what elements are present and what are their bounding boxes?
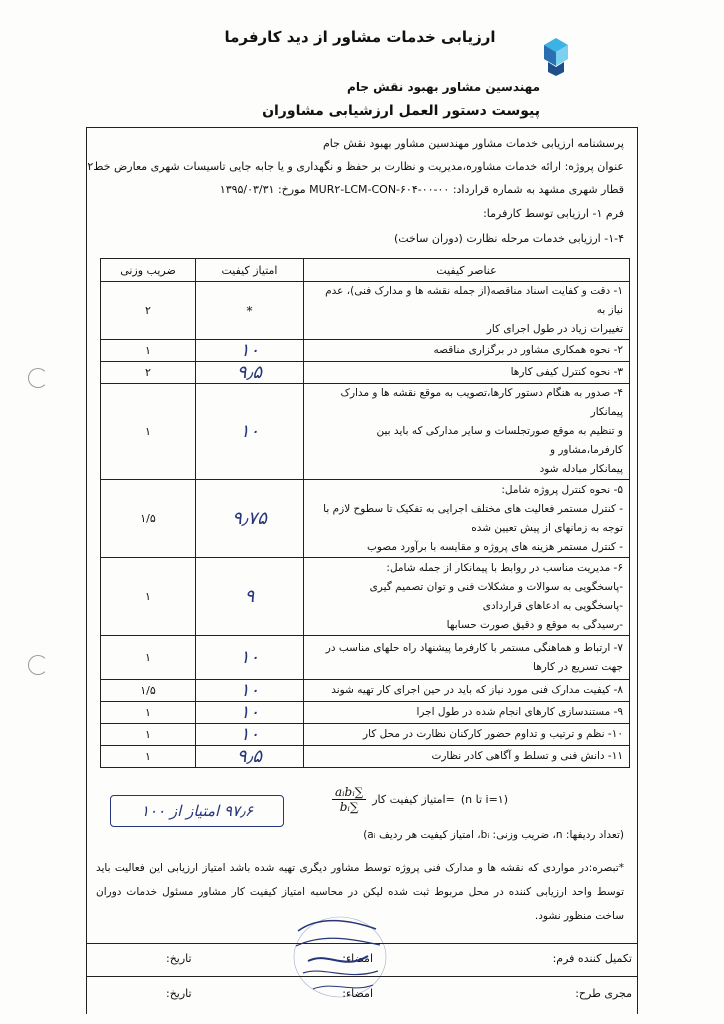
formula-legend: (تعداد ردیفها: n، ضریب وزنی: bᵢ، امتیاز کیفیت هر ردیف aᵢ) (363, 829, 624, 841)
weight-cell: ۱ (101, 340, 196, 362)
formula-denominator: ∑bᵢ (339, 800, 359, 814)
criteria-line: ۱۰- نظم و ترتیب و تداوم حضور کارکنان نظارت در محل کار (363, 728, 623, 740)
weight-cell: ۱ (101, 746, 196, 768)
table-row (101, 680, 630, 702)
score-cell: ۱۰ (196, 384, 304, 480)
formula-label: =امتیاز کیفیت کار (372, 793, 455, 806)
formula-fraction (332, 785, 366, 814)
punch-hole-icon (28, 655, 48, 675)
weight-cell: ۲ (101, 282, 196, 340)
criteria-cell (304, 724, 630, 746)
filler-date-label: تاریخ: (166, 952, 192, 965)
criteria-cell (304, 282, 630, 340)
score-cell: ۹٫۷۵ (196, 480, 304, 558)
weight-cell: ۲ (101, 362, 196, 384)
score-cell: ۱۰ (196, 702, 304, 724)
criteria-cell (304, 558, 630, 636)
executor-label: مجری طرح: (575, 987, 632, 1000)
weight-cell: ۱ (101, 384, 196, 480)
page-title: ارزیابی خدمات مشاور از دید کارفرما (224, 28, 496, 46)
score-cell: ۱۰ (196, 724, 304, 746)
criteria-cell (304, 480, 630, 558)
contract-line: قطار شهری مشهد به شماره قرارداد: MUR۲-LCM-CON-۶۰۴-۰۰-۰۰ مورخ: ۱۳۹۵/۰۳/۳۱ (219, 183, 624, 196)
criteria-line: ۹- مستندسازی کارهای انجام شده در طول اجرا (416, 706, 623, 718)
header-score: امتیاز کیفیت (196, 259, 304, 282)
weight-cell: ۱ (101, 702, 196, 724)
header-criteria: عناصر کیفیت (304, 259, 630, 282)
criteria-line: ۶- مدیریت مناسب در روابط با پیمانکار از جمله شامل: (386, 561, 623, 574)
score-cell: ۹٫۵ (196, 746, 304, 768)
score-cell: ۱۰ (196, 680, 304, 702)
questionnaire-line: پرسشنامه ارزیابی خدمات مشاور مهندسین مشاور بهبود نقش جام (322, 137, 624, 150)
formula (332, 785, 508, 814)
weight-cell: ۱ (101, 724, 196, 746)
executor-sign-label: امضاء: (342, 987, 373, 1000)
criteria-line: پیمانکار مبادله شود (539, 463, 623, 475)
criteria-line: ۲- نحوه همکاری مشاور در برگزاری مناقصه (433, 344, 623, 356)
score-cell: ۱۰ (196, 340, 304, 362)
weight-cell: ۱/۵ (101, 680, 196, 702)
criteria-line: -پاسخگویی به ادعاهای قراردادی (482, 599, 623, 612)
criteria-line: توجه به زمانهای از پیش تعیین شده (471, 521, 623, 534)
table-row (101, 746, 630, 768)
table-row (101, 340, 630, 362)
weight-cell: ۱ (101, 558, 196, 636)
criteria-line: ۴- صدور به هنگام دستور کارها،تصویب به موقع نقشه ها و مدارک پیمانکار (340, 387, 623, 418)
criteria-cell (304, 702, 630, 724)
score-cell: ۱۰ (196, 636, 304, 680)
criteria-line: جهت تسریع در کارها (533, 660, 623, 673)
table-row (101, 282, 630, 340)
table-row (101, 636, 630, 680)
criteria-cell (304, 340, 630, 362)
criteria-line: و تنظیم به موقع صورتجلسات و سایر مدارکی که باید بین کارفرما،مشاور و (376, 425, 623, 456)
criteria-cell (304, 384, 630, 480)
criteria-line: - کنترل مستمر فعالیت های مختلف اجرایی به تفکیک تا سطوح لازم با (323, 502, 623, 515)
punch-hole-icon (28, 368, 48, 388)
criteria-line: -رسیدگی به موقع و دقیق صورت حسابها (446, 618, 623, 631)
criteria-line: ۱- دقت و کفایت اسناد مناقصه(از جمله نقشه ها و مدارک فنی)، عدم نیاز به (325, 285, 623, 316)
header-weight: ضریب وزنی (101, 259, 196, 282)
company-logo-icon (538, 36, 574, 76)
criteria-cell (304, 362, 630, 384)
criteria-line: ۳- نحوه کنترل کیفی کارها (510, 366, 623, 378)
table-row (101, 384, 630, 480)
formula-numerator: ∑aᵢbᵢ (332, 785, 366, 800)
annex-title: پیوست دستور العمل ارزشیابی مشاوران (262, 103, 540, 119)
executor-date-label: تاریخ: (166, 987, 192, 1000)
form-number-line: فرم ۱- ارزیابی توسط کارفرما: (483, 207, 624, 220)
criteria-line: -پاسخگویی به سوالات و مشکلات فنی و توان تصمیم گیری (369, 580, 623, 593)
signature-stamp-icon (288, 911, 388, 1006)
filler-sign-label: امضاء: (342, 952, 373, 965)
handwritten-result: ۹۷٫۶ امتیاز از ۱۰۰ (110, 795, 284, 827)
criteria-cell (304, 680, 630, 702)
formula-range: (i=۱ تا n) (460, 793, 508, 806)
filler-label: تکمیل کننده فرم: (552, 952, 632, 965)
table-row (101, 702, 630, 724)
table-row (101, 724, 630, 746)
table-row (101, 558, 630, 636)
criteria-line: ۸- کیفیت مدارک فنی مورد نیاز که باید در حین اجرای کار تهیه شوند (331, 684, 623, 696)
criteria-line: ۱۱- دانش فنی و تسلط و آگاهی کادر نظارت (431, 750, 623, 762)
quality-table (100, 258, 630, 768)
criteria-line: تغییرات زیاد در طول اجرای کار (486, 323, 623, 335)
section-title-line: ۱-۴- ارزیابی خدمات مرحله نظارت (دوران ساخت) (393, 232, 624, 245)
criteria-cell (304, 746, 630, 768)
weight-cell: ۱/۵ (101, 480, 196, 558)
score-cell: ۹٫۵ (196, 362, 304, 384)
criteria-line: ۷- ارتباط و هماهنگی مستمر با کارفرما پیشنهاد راه حلهای مناسب در (325, 641, 623, 654)
table-row (101, 480, 630, 558)
project-title-line: عنوان پروژه: ارائه خدمات مشاوره،مدیریت و نظارت بر حفظ و نگهداری و یا جابه جایی تاسیسات شهری معارض خط۲ (87, 160, 624, 173)
score-cell: ۹ (196, 558, 304, 636)
criteria-cell (304, 636, 630, 680)
weight-cell: ۱ (101, 636, 196, 680)
criteria-line: - کنترل مستمر هزینه های پروژه و مقایسه با برآورد مصوب (366, 540, 623, 553)
score-cell: * (196, 282, 304, 340)
criteria-line: ۵- نحوه کنترل پروژه شامل: (501, 483, 623, 496)
footnote: *تبصره:در مواردی که نقشه ها و مدارک فنی پروژه توسط مشاور دیگری تهیه شده باشد امتیاز ارزیابی این فعالیت باید توسط واحد ارزیابی کننده در محل مربوط ثبت شده لیکن در محاسبه امتیاز کیفیت کار مشاور مسئول خدمات دوران ساخت منظور نشود. (96, 862, 624, 922)
engineer-name: مهندسین مشاور بهبود نقش جام (347, 80, 540, 94)
table-row (101, 362, 630, 384)
